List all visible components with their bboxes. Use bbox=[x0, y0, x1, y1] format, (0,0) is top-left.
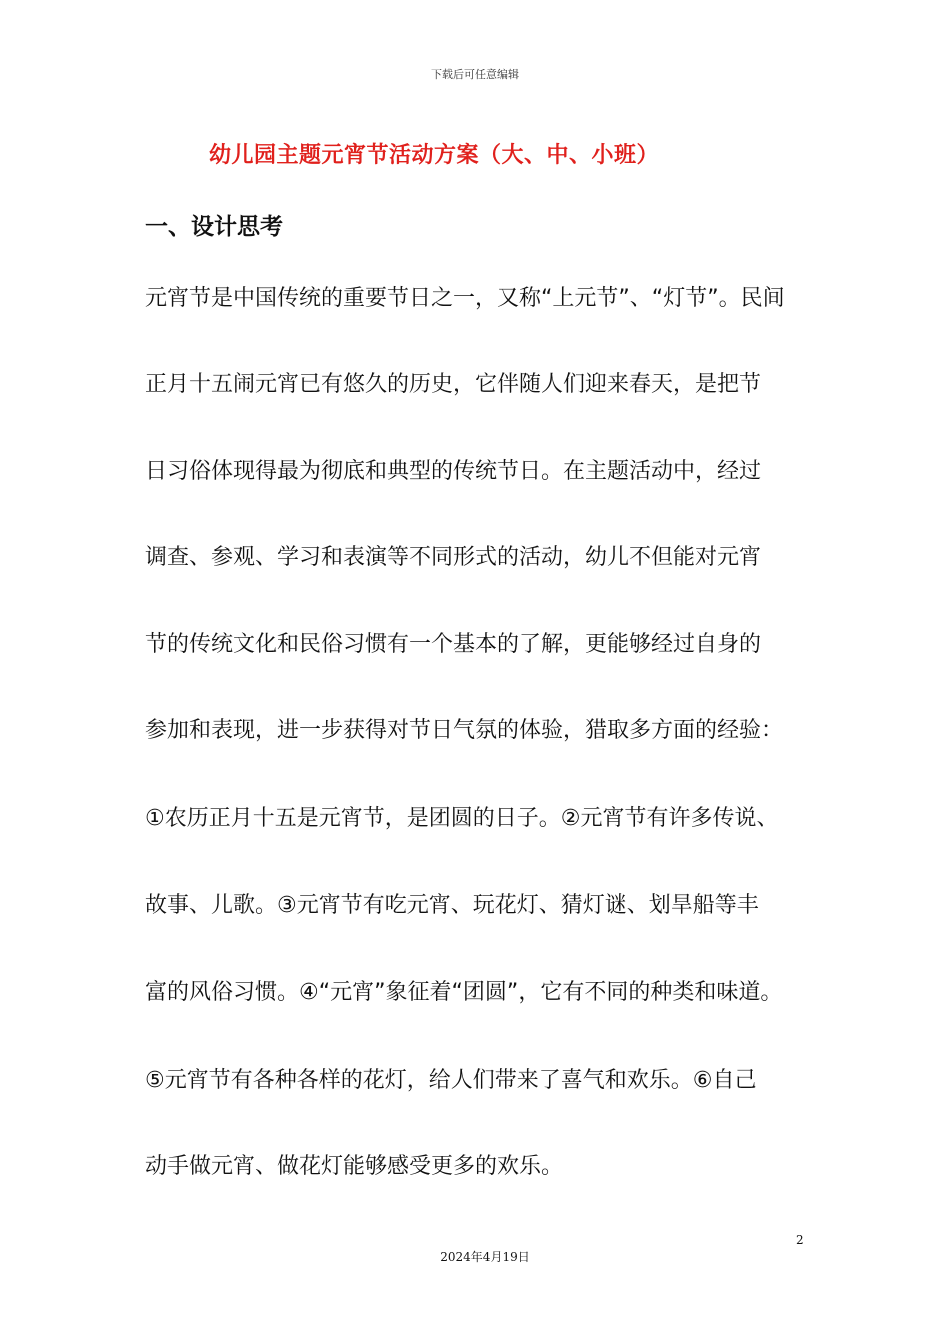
footer-date: 2024年4月19日 bbox=[440, 1250, 530, 1264]
body-line: 正月十五闹元宵已有悠久的历史，它伴随人们迎来春天，是把节 bbox=[145, 372, 762, 397]
section-heading: 一、设计思考 bbox=[145, 214, 283, 240]
body-line: ⑤元宵节有各种各样的花灯，给人们带来了喜气和欢乐。⑥自己 bbox=[145, 1068, 757, 1093]
body-line: ①农历正月十五是元宵节，是团圆的日子。②元宵节有许多传说、 bbox=[145, 806, 779, 831]
body-line: 日习俗体现得最为彻底和典型的传统节日。在主题活动中，经过 bbox=[145, 459, 762, 484]
body-line: 故事、儿歌。③元宵节有吃元宵、玩花灯、猜灯谜、划旱船等丰 bbox=[145, 893, 759, 918]
body-line: 节的传统文化和民俗习惯有一个基本的了解，更能够经过自身的 bbox=[145, 632, 762, 657]
body-line: 富的风俗习惯。④“元宵”象征着“团圆”，它有不同的种类和味道。 bbox=[145, 980, 783, 1005]
body-line: 动手做元宵、做花灯能够感受更多的欢乐。 bbox=[145, 1154, 564, 1179]
body-line: 元宵节是中国传统的重要节日之一，又称“上元节”、“灯节”。民间 bbox=[145, 286, 785, 311]
document-title: 幼儿园主题元宵节活动方案（大、中、小班） bbox=[208, 143, 659, 168]
body-line: 调查、参观、学习和表演等不同形式的活动，幼儿不但能对元宵 bbox=[145, 545, 762, 570]
page-number: 2 bbox=[796, 1233, 804, 1247]
header-note: 下载后可任意编辑 bbox=[431, 68, 519, 81]
body-line: 参加和表现，进一步获得对节日气氛的体验，猎取多方面的经验： bbox=[145, 718, 784, 743]
